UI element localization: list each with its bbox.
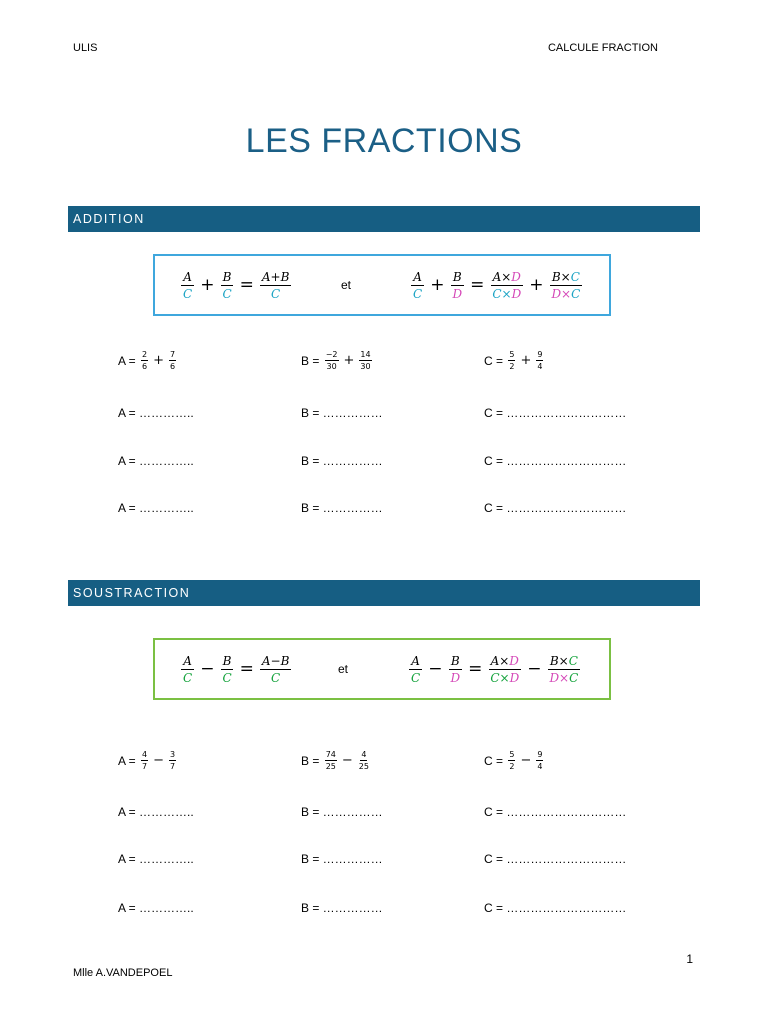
answer-line-c[interactable]: C = ………………………… <box>484 406 627 420</box>
fraction: $\frac{A}{C}$ <box>411 653 421 685</box>
answer-line-c[interactable]: C = ………………………… <box>484 901 627 915</box>
fraction: $\frac{B}{D}$ <box>452 269 463 301</box>
fraction: $\frac{B}{D}$ <box>450 653 461 685</box>
fraction: $\frac{B}{C}$ <box>222 653 232 685</box>
soustraction-different-denominator-rule: $\frac{A}{C}$ − $\frac{B}{D}$ = $\frac{A\times D}{C\times D}$ − $\frac{B\times C}{D\times C}$ <box>411 653 579 685</box>
answer-line-a[interactable]: A = ………….. <box>118 901 194 915</box>
answer-line-b[interactable]: B = …………… <box>301 454 383 468</box>
fraction: $\frac{A}{C}$ <box>183 269 193 301</box>
fraction: $\frac{B\times C}{D\times C}$ <box>549 653 579 685</box>
answer-line-b[interactable]: B = …………… <box>301 805 383 819</box>
addition-formula-box <box>153 254 611 316</box>
soustraction-formula-box <box>153 638 611 700</box>
soustraction-exercise-c: C = $\frac{5}{2}$ − $\frac{9}{4}$ <box>484 750 543 771</box>
et-label: et <box>341 278 352 292</box>
addition-exercise-c: C = $\frac{5}{2}$ + $\frac{9}{4}$ <box>484 350 543 371</box>
answer-line-c[interactable]: C = ………………………… <box>484 501 627 515</box>
answer-line-a[interactable]: A = ………….. <box>118 501 194 515</box>
answer-line-c[interactable]: C = ………………………… <box>484 852 627 866</box>
addition-exercise-a: A = $\frac{2}{6}$ + $\frac{7}{6}$ <box>118 350 176 371</box>
soustraction-exercise-a: A = $\frac{4}{7}$ − $\frac{3}{7}$ <box>118 750 176 771</box>
et-label: et <box>338 662 349 676</box>
footer-author: Mlle A.VANDEPOEL <box>73 967 173 979</box>
fraction: $\frac{A\times D}{C\times D}$ <box>492 269 522 301</box>
fraction: $\frac{B}{C}$ <box>222 269 232 301</box>
answer-line-c[interactable]: C = ………………………… <box>484 805 627 819</box>
answer-line-c[interactable]: C = ………………………… <box>484 454 627 468</box>
fraction: $\frac{A}{C}$ <box>413 269 423 301</box>
addition-exercise-b: B = $\frac{-2}{30}$ + $\frac{14}{30}$ <box>301 350 371 371</box>
answer-line-a[interactable]: A = ………….. <box>118 406 194 420</box>
answer-line-b[interactable]: B = …………… <box>301 406 383 420</box>
addition-same-denominator-rule: $\frac{A}{C}$ + $\frac{B}{C}$ = $\frac{A+B}{C}$ <box>183 269 290 301</box>
page-title: LES FRACTIONS <box>245 122 523 160</box>
section-band-soustraction: SOUSTRACTION <box>68 580 700 606</box>
header-left: ULIS <box>73 42 98 54</box>
soustraction-exercise-b: B = $\frac{74}{25}$ − $\frac{4}{25}$ <box>301 750 369 771</box>
fraction: $\frac{A\times D}{C\times D}$ <box>490 653 520 685</box>
page-number: 1 <box>686 952 693 966</box>
fraction: $\frac{A-B}{C}$ <box>261 653 290 685</box>
fraction: $\frac{A}{C}$ <box>183 653 193 685</box>
answer-line-a[interactable]: A = ………….. <box>118 454 194 468</box>
fraction: $\frac{B\times C}{D\times C}$ <box>551 269 581 301</box>
fraction: $\frac{A+B}{C}$ <box>261 269 290 301</box>
section-band-addition: ADDITION <box>68 206 700 232</box>
header-right: CALCULE FRACTION <box>547 42 658 54</box>
answer-line-b[interactable]: B = …………… <box>301 901 383 915</box>
soustraction-same-denominator-rule: $\frac{A}{C}$ − $\frac{B}{C}$ = $\frac{A-B}{C}$ <box>183 653 290 685</box>
answer-line-b[interactable]: B = …………… <box>301 852 383 866</box>
answer-line-b[interactable]: B = …………… <box>301 501 383 515</box>
addition-different-denominator-rule: $\frac{A}{C}$ + $\frac{B}{D}$ = $\frac{A\times D}{C\times D}$ + $\frac{B\times C}{D\times C}$ <box>413 269 581 301</box>
answer-line-a[interactable]: A = ………….. <box>118 852 194 866</box>
answer-line-a[interactable]: A = ………….. <box>118 805 194 819</box>
